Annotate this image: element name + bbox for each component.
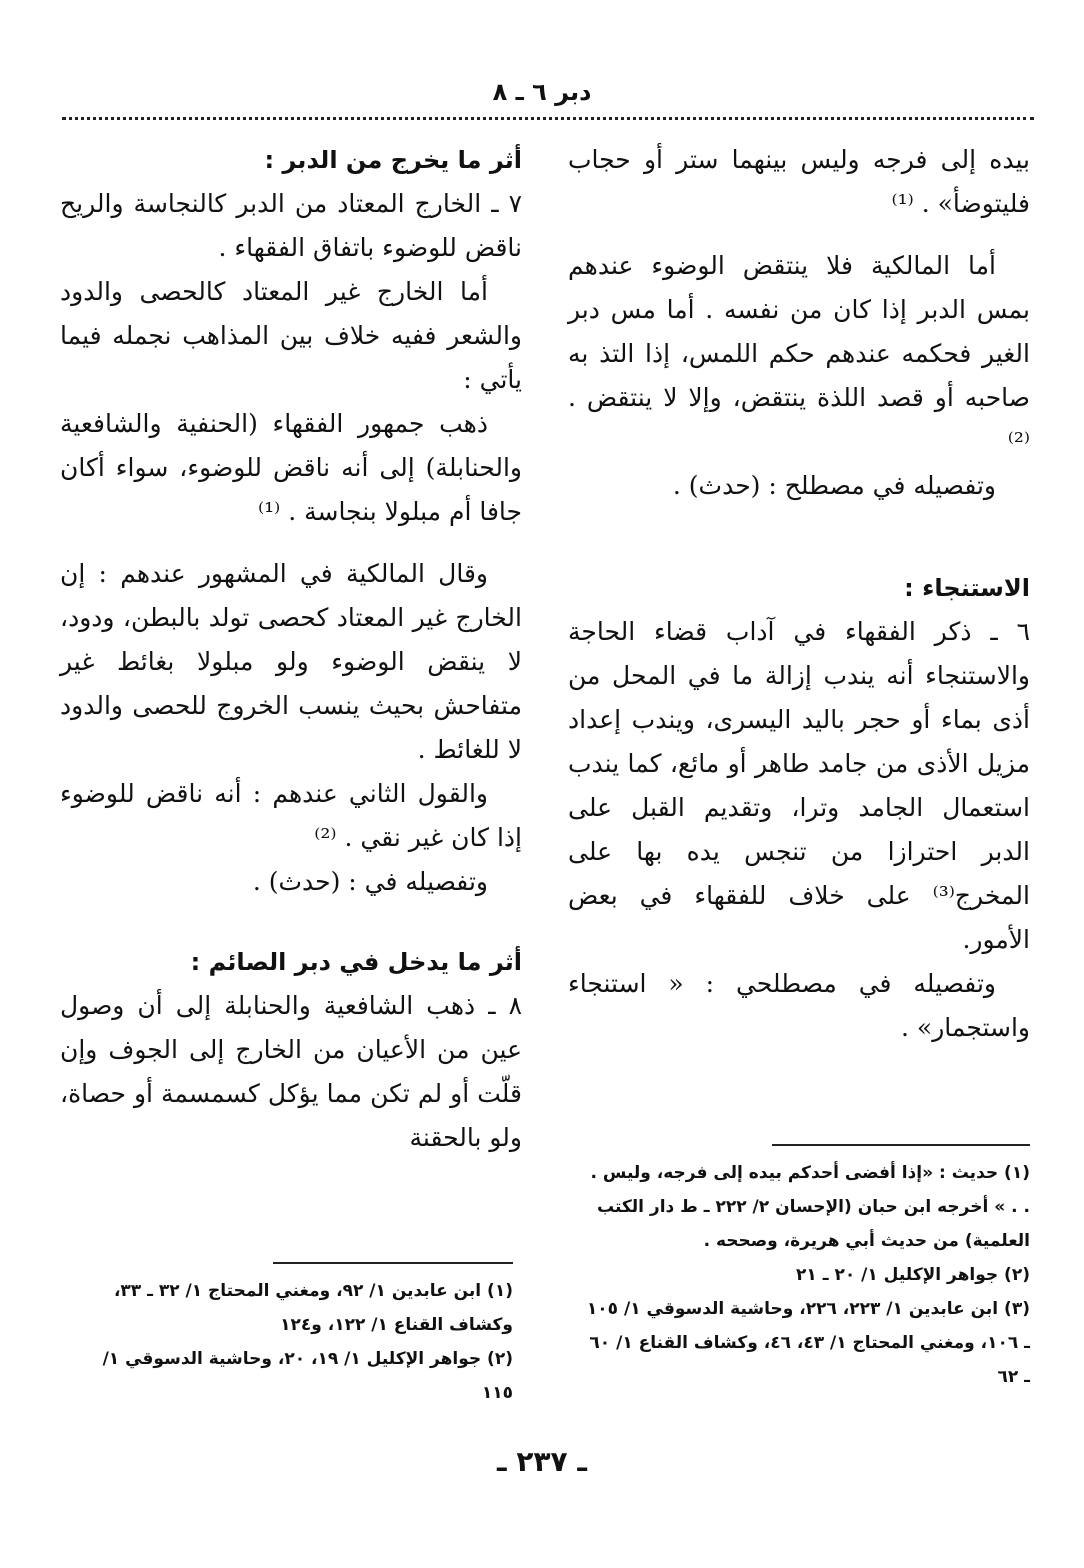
left-paragraph-2: أما الخارج غير المعتاد كالحصى والدود والشعر ففيه خلاف بين المذاهب نجمله فيما يأتي : xyxy=(60,277,522,394)
left-paragraph-5: والقول الثاني عندهم : أنه ناقض للوضوء إذا كان غير نقي . ⁽²⁾ xyxy=(60,779,522,852)
left-paragraph-4: وقال المالكية في المشهور عندهم : إن الخارج غير المعتاد كحصى تولد بالبطن، ودود، لا ينقض الوضوء ولو مبلولا بغائط غير متفاحش بحيث ينسب الخروج للحصى والدود لا للغائط . xyxy=(60,559,522,764)
header-dotted-rule xyxy=(62,117,1034,120)
section-heading-istinja: الاستنجاء : xyxy=(904,574,1030,602)
left-paragraph-7: ٨ ـ ذهب الشافعية والحنابلة إلى أن وصول عين من الأعيان من الخارج إلى الجوف وإن قلّت أو لم تكن مما يؤكل كسمسمة أو حصاة، ولو بالحقنة xyxy=(60,991,522,1152)
footnote-rule xyxy=(772,1144,1030,1146)
right-paragraph-5: وتفصيله في مصطلحي : « استنجاء واستجمار» . xyxy=(568,969,1030,1042)
section-heading-athar: أثر ما يخرج من الدبر : xyxy=(264,146,522,174)
footnotes-right xyxy=(585,1144,1030,1394)
page-number: ـ ٢٣٧ ـ xyxy=(497,1445,587,1478)
left-column xyxy=(60,138,522,1160)
footnote-left-2: (٢) جواهر الإكليل ١/ ١٩، ٢٠، وحاشية الدسوقي ١/ ١١٥ xyxy=(102,1349,513,1403)
right-column xyxy=(568,138,1030,1050)
footnote-right-3: (٣) ابن عابدين ١/ ٢٢٣، ٢٢٦، وحاشية الدسوقي ١/ ١٠٥ ـ ١٠٦، ومغني المحتاج ١/ ٤٣، ٤٦، وكشاف القناع ١/ ٦٠ ـ ٦٢ xyxy=(586,1299,1030,1387)
right-paragraph-4: ٦ ـ ذكر الفقهاء في آداب قضاء الحاجة والاستنجاء أنه يندب إزالة ما في المحل من أذى بماء أو حجر باليد اليسرى، ويندب إعداد مزيل الأذى من جامد طاهر أو مائع، كما يندب استعمال الجامد وترا، وتقديم القبل على الدبر احترازا من تنجس يده بها على المخرج⁽³⁾ على خلاف للفقهاء في بعض الأمور. xyxy=(568,617,1030,954)
footnote-left-1: (١) ابن عابدين ١/ ٩٢، ومغني المحتاج ١/ ٣٢ ـ ٣٣، وكشاف القناع ١/ ١٢٢، و١٢٤ xyxy=(113,1281,513,1335)
right-paragraph-3: وتفصيله في مصطلح : (حدث) . xyxy=(672,471,996,500)
section-heading-saim: أثر ما يدخل في دبر الصائم : xyxy=(190,948,522,976)
footnote-right-1: (١) حديث : «إذا أفضى أحدكم بيده إلى فرجه، وليس . . . » أخرجه ابن حبان (الإحسان ٢/ ٢٢٢ ـ ط دار الكتب العلمية) من حديث أبي هريرة، وصححه . xyxy=(590,1163,1030,1251)
right-paragraph-1: بيده إلى فرجه وليس بينهما ستر أو حجاب فليتوضأ» . ⁽¹⁾ xyxy=(568,145,1030,218)
footnote-right-2: (٢) جواهر الإكليل ١/ ٢٠ ـ ٢١ xyxy=(796,1265,1030,1285)
right-paragraph-2: أما المالكية فلا ينتقض الوضوء عندهم بمس الدبر إذا كان من نفسه . أما مس دبر الغير فحكمه عندهم حكم اللمس، إذا التذ به صاحبه أو قصد اللذة ينتقض، وإلا لا ينتقض . ⁽²⁾ xyxy=(568,251,1030,456)
left-paragraph-6: وتفصيله في : (حدث) . xyxy=(252,867,488,896)
left-paragraph-1: ٧ ـ الخارج المعتاد من الدبر كالنجاسة والريح ناقض للوضوء باتفاق الفقهاء . xyxy=(60,189,522,262)
footnote-rule xyxy=(273,1262,513,1264)
running-header: دبر ٦ ـ ٨ xyxy=(492,78,592,106)
footnotes-left xyxy=(68,1262,513,1410)
left-paragraph-3: ذهب جمهور الفقهاء (الحنفية والشافعية والحنابلة) إلى أنه ناقض للوضوء، سواء أكان جافا أم مبلولا بنجاسة . ⁽¹⁾ xyxy=(60,409,522,526)
